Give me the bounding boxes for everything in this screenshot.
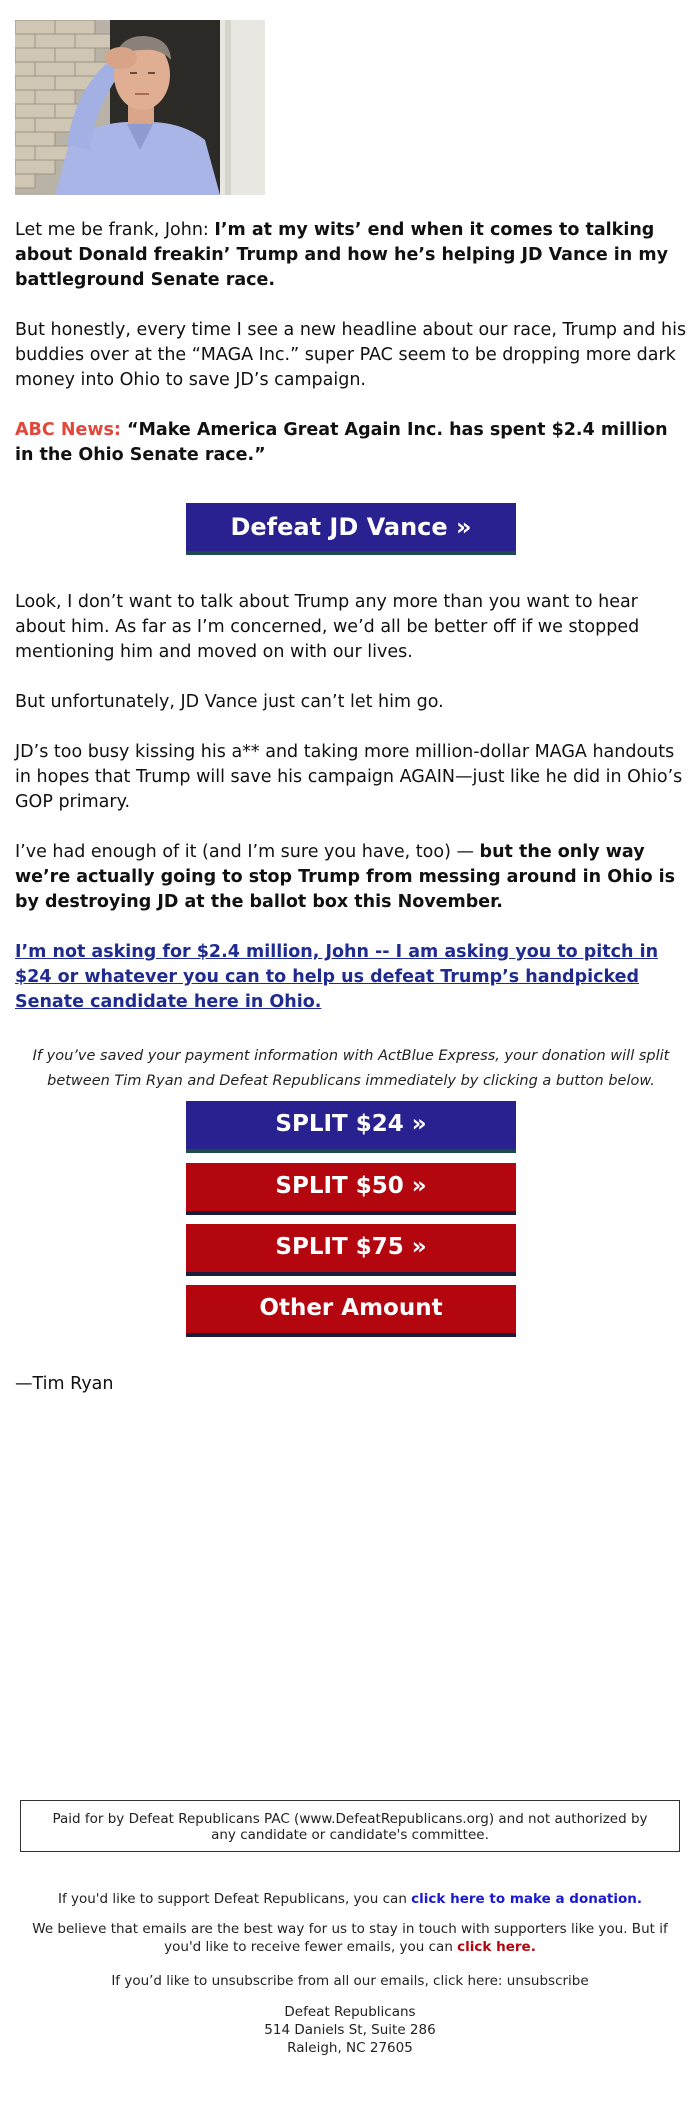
quote-source: ABC News:	[15, 420, 121, 440]
paid-for-box	[20, 1800, 680, 1852]
make-donation-link[interactable]: click here to make a donation.	[411, 1891, 643, 1907]
org-address-line1: 514 Daniels St, Suite 286	[264, 2022, 436, 2038]
paragraph-unfortunately: But unfortunately, JD Vance just can’t let him go.	[15, 692, 444, 712]
paragraph-handouts: JD’s too busy kissing his a** and taking more million-dollar MAGA handouts in hopes that Trump will save his campaign AGAIN—just like he did in Ohio’s GOP primary.	[15, 742, 683, 812]
fewer-emails-link[interactable]: click here.	[457, 1939, 536, 1955]
split-50-button[interactable]: SPLIT $50 »	[186, 1163, 516, 1215]
paragraph-enough-lead: I’ve had enough of it (and I’m sure you have, too) —	[15, 842, 480, 862]
signature: —Tim Ryan	[15, 1374, 114, 1394]
support-text: If you'd like to support Defeat Republicans, you can	[57, 1891, 412, 1907]
emails-text: We believe that emails are the best way for us to stay in touch with supporters like you. But if you'd like to receive fewer emails, you can	[32, 1921, 668, 1955]
quote-text: “Make America Great Again Inc. has spent $2.4 million in the Ohio Senate race.”	[15, 420, 668, 465]
emails-line	[25, 1920, 675, 1956]
intro-paragraph	[15, 218, 687, 293]
org-name: Defeat Republicans	[284, 2004, 416, 2020]
candidate-photo	[15, 20, 265, 195]
split-75-button[interactable]: SPLIT $75 »	[186, 1224, 516, 1276]
paragraph-dark-money: But honestly, every time I see a new headline about our race, Trump and his buddies over at the “MAGA Inc.” super PAC seem to be dropping more dark money into Ohio to save JD’s campaign.	[15, 320, 687, 390]
unsubscribe-line	[0, 1972, 700, 1990]
actblue-disclaimer: If you’ve saved your payment information with ActBlue Express, your donation will split between Tim Ryan and Defeat Republicans immediately by clicking a button below.	[32, 1048, 670, 1089]
unsubscribe-link[interactable]: unsubscribe	[506, 1973, 589, 1989]
intro-bold: I’m at my wits’ end when it comes to talking about Donald freakin’ Trump and how he’s helping JD Vance in my battleground Senate race.	[15, 220, 668, 290]
defeat-jd-vance-button[interactable]: Defeat JD Vance »	[186, 503, 516, 555]
candidate-photo-illustration	[15, 20, 265, 195]
paragraph-look: Look, I don’t want to talk about Trump any more than you want to hear about him. As far as I’m concerned, we’d all be better off if we stopped mentioning him and moved on with our lives.	[15, 592, 640, 662]
ask-paragraph	[15, 940, 687, 1015]
intro-lead: Let me be frank, John:	[15, 220, 215, 240]
paragraph-enough	[15, 840, 687, 915]
other-amount-button[interactable]: Other Amount	[186, 1285, 516, 1337]
org-address-line2: Raleigh, NC 27605	[287, 2040, 413, 2056]
abc-news-quote	[15, 418, 687, 468]
support-line	[0, 1890, 700, 1908]
donation-ask-link[interactable]: I’m not asking for $2.4 million, John -- I am asking you to pitch in $24 or whatever you can to help us defeat Trump’s handpicked Senate candidate here in Ohio.	[15, 942, 659, 1012]
paragraph-enough-bold: but the only way we’re actually going to stop Trump from messing around in Ohio is by destroying JD at the ballot box this November.	[15, 842, 676, 912]
split-24-button[interactable]: SPLIT $24 »	[186, 1101, 516, 1153]
unsubscribe-text: If you’d like to unsubscribe from all our emails, click here:	[111, 1973, 507, 1989]
paid-for-text: Paid for by Defeat Republicans PAC (www.DefeatRepublicans.org) and not authorized by any candidate or candidate's committee.	[52, 1811, 648, 1843]
